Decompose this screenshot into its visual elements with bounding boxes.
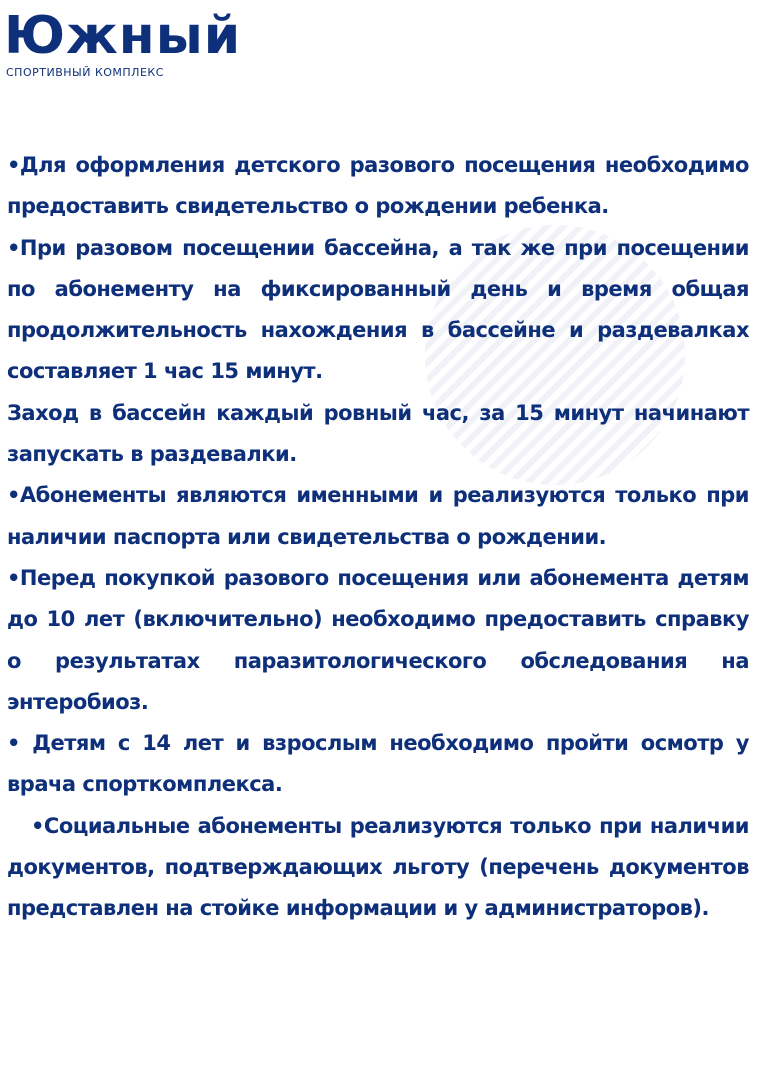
rule-doctor-examination: • Детям с 14 лет и взрослым необходимо пройти осмотр у врача спорткомплекса.: [7, 731, 749, 797]
rules-text: [7, 145, 749, 930]
rule-visit-duration: •При разовом посещении бассейна, а так же при посещении по абонементу на фиксированный день и время общая продолжительность нахождения в бассейне и раздевалках составляет 1 час 15 минут.: [7, 235, 749, 384]
rule-named-subscriptions: •Абонементы являются именными и реализуются только при наличии паспорта или свидетельства о рождении.: [7, 483, 749, 549]
logo: [4, 6, 241, 80]
rule-social-subscriptions: •Социальные абонементы реализуются только при наличии документов, подтверждающих льготу (перечень документов представлен на стойке информации и у администраторов).: [7, 813, 749, 921]
logo-name: Южный: [4, 6, 242, 66]
rule-medical-certificate: •Перед покупкой разового посещения или абонемента детям до 10 лет (включительно) необходимо предоставить справку о результатах паразитологического обследования на энтеробиоз.: [7, 565, 749, 714]
rule-entry-schedule: Заход в бассейн каждый ровный час, за 15 минут начинают запускать в раздевалки.: [7, 400, 749, 467]
logo-subtitle: СПОРТИВНЫЙ КОМПЛЕКС: [6, 66, 164, 79]
rule-child-single-visit: •Для оформления детского разового посещения необходимо предоставить свидетельство о рождении ребенка.: [7, 153, 749, 219]
